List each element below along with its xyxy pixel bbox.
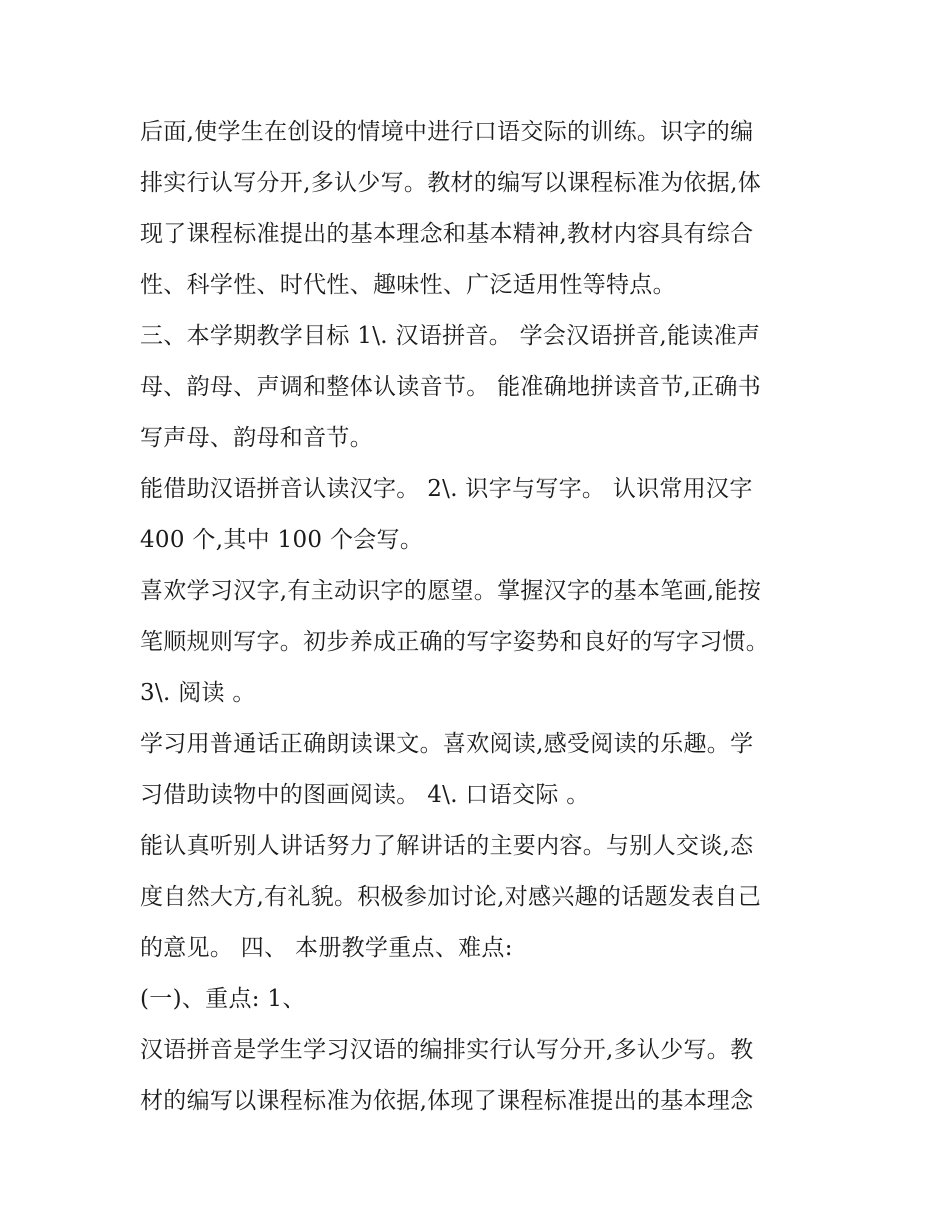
text-line: 能认真听别人讲话努力了解讲话的主要内容。与别人交谈,态: [140, 833, 754, 859]
text-line: (一)、重点: 1、: [140, 986, 306, 1012]
text-line: 的意见。 四、 本册教学重点、难点:: [140, 935, 513, 961]
text-line: 笔顺规则写字。初步养成正确的写字姿势和良好的写字习惯。: [140, 629, 770, 655]
text-line: 400 个,其中 100 个会写。: [140, 527, 424, 553]
text-line: 学习用普通话正确朗读课文。喜欢阅读,感受阅读的乐趣。学: [140, 731, 754, 757]
text-line: 度自然大方,有礼貌。积极参加讨论,对感兴趣的话题发表自己: [140, 884, 762, 910]
text-line: 汉语拼音是学生学习汉语的编排实行认写分开,多认少写。教: [140, 1037, 754, 1063]
text-line: 材的编写以课程标准为依据,体现了课程标准提出的基本理念: [140, 1088, 754, 1114]
text-line: 喜欢学习汉字,有主动识字的愿望。掌握汉字的基本笔画,能按: [140, 578, 762, 604]
text-line: 排实行认写分开,多认少写。教材的编写以课程标准为依据,体: [140, 170, 762, 196]
text-line: 三、本学期教学目标 1\. 汉语拼音。 学会汉语拼音,能读准声: [140, 323, 761, 349]
text-line: 母、韵母、声调和整体认读音节。 能准确地拼读音节,正确书: [140, 374, 762, 400]
text-line: 现了课程标准提出的基本理念和基本精神,教材内容具有综合: [140, 221, 754, 247]
text-line: 能借助汉语拼音认读汉字。 2\. 识字与写字。 认识常用汉字: [140, 476, 753, 502]
text-line: 3\. 阅读 。: [140, 680, 256, 706]
text-line: 后面,使学生在创设的情境中进行口语交际的训练。识字的编: [140, 119, 754, 145]
text-line: 性、科学性、时代性、趣味性、广泛适用性等特点。: [140, 272, 676, 298]
text-line: 写声母、韵母和音节。: [140, 425, 373, 451]
text-line: 习借助读物中的图画阅读。 4\. 口语交际 。: [140, 782, 590, 808]
